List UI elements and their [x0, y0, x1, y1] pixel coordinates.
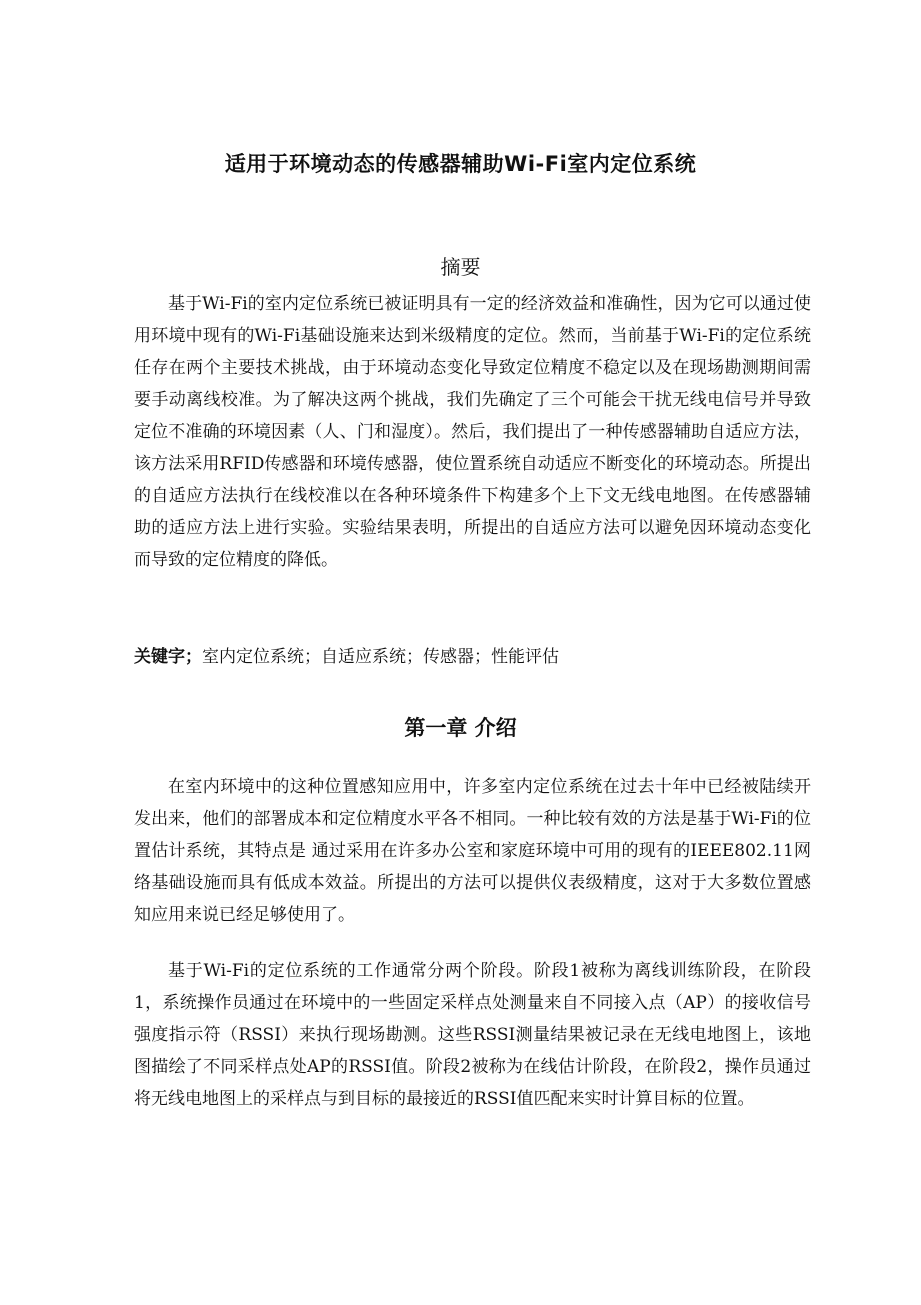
chapter-heading: 第一章 介绍 [404, 716, 517, 740]
intro-paragraph: 基于Wi-Fi的定位系统的工作通常分两个阶段。阶段1被称为离线训练阶段，在阶段1，系统操作员通过在环境中的一些固定采样点处测量来自不同接入点（AP）的接收信号强度指示符（RSSI）来执行现场勘测。这些RSSI测量结果被记录在无线电地图上，该地图描绘了不同采样点处AP的RSSI值。阶段2被称为在线估计阶段，在阶段2，操作员通过将无线电地图上的采样点与到目标的最接近的RSSI值匹配来实时计算目标的位置。 [134, 961, 811, 1109]
keywords-label: 关键字； [134, 647, 202, 667]
keywords-line [134, 645, 811, 669]
keywords-text: 室内定位系统；自适应系统；传感器；性能评估 [202, 647, 559, 667]
intro-paragraph: 在室内环境中的这种位置感知应用中，许多室内定位系统在过去十年中已经被陆续开发出来，他们的部署成本和定位精度水平各不相同。一种比较有效的方法是基于Wi-Fi的位置估计系统，其特点是 通过采用在许多办公室和家庭环境中可用的现有的IEEE802.11网络基础设施而具有低成本效益。所提出的方法可以提供仪表级精度，这对于大多数位置感知应用来说已经足够使用了。 [134, 777, 811, 925]
paper-title: 适用于环境动态的传感器辅助Wi-Fi室内定位系统 [224, 152, 697, 176]
abstract-paragraph: 基于Wi-Fi的室内定位系统已被证明具有一定的经济效益和准确性，因为它可以通过使用环境中现有的Wi-Fi基础设施来达到米级精度的定位。然而，当前基于Wi-Fi的定位系统任存在两个主要技术挑战，由于环境动态变化导致定位精度不稳定以及在现场勘测期间需要手动离线校准。为了解决这两个挑战，我们先确定了三个可能会干扰无线电信号并导致定位不准确的环境因素（人、门和湿度）。然后，我们提出了一种传感器辅助自适应方法，该方法采用RFID传感器和环境传感器，使位置系统自动适应不断变化的环境动态。所提出的自适应方法执行在线校准以在各种环境条件下构建多个上下文无线电地图。在传感器辅助的适应方法上进行实验。实验结果表明，所提出的自适应方法可以避免因环境动态变化而导致的定位精度的降低。 [134, 294, 811, 570]
abstract-heading: 摘要 [440, 255, 481, 279]
